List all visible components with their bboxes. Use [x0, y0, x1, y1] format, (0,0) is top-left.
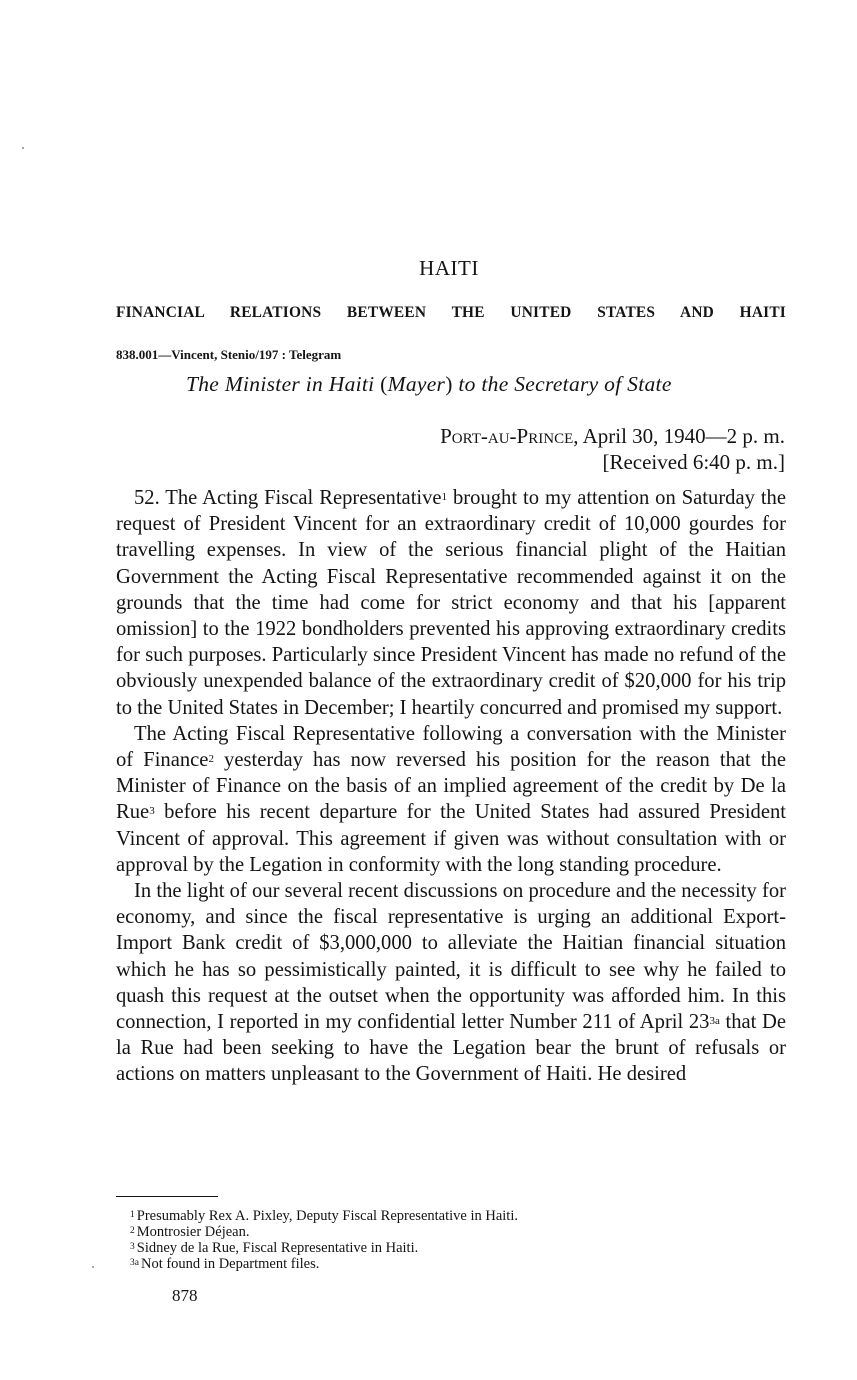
body-text-run: brought to my attention on Saturday the request of President Vincent for an extraordinary credit of 10,000 gourdes for travelling expenses. In view of the serious financial plight of the Haitian Government the Acting Fiscal Representative recommended against it on the grounds that the time had come for strict economy and that his [apparent omission] to the 1922 bondholders prevented his approving extraordinary credits for such purposes. Particularly since President Vincent has made no refund of the obviously unexpended balance of the extraordinary credit of $20,000 for his trip to the United States in December; I heartily concurred and promised my support. [116, 487, 786, 719]
footnote-ref: 3 [149, 805, 155, 818]
footnote [130, 1256, 518, 1272]
doc-title-name: Mayer [387, 372, 446, 396]
footnote-mark: 3a [130, 1258, 139, 1268]
scan-speck [92, 1266, 94, 1268]
document-title [186, 372, 672, 397]
telegram-body [116, 485, 786, 1088]
dateline-place: Port-au-Prince, [440, 424, 579, 448]
doc-title-paren-close: ) [445, 372, 453, 396]
body-text-run: before his recent departure for the United States had assured President Vincent of approval. This agreement if given was without consultation with or approval by the Legation in conformity with the long standing procedure. [116, 801, 786, 876]
footnote-text: Montrosier Déjean. [136, 1224, 250, 1240]
footnote-mark: 3 [130, 1242, 135, 1252]
file-reference: 838.001—Vincent, Stenio/197 : Telegram [116, 347, 342, 362]
body-text-run: yesterday has now reversed his position for the reason that the Minister of Finance on the basis of an implied agreement of the credit by De la Rue [116, 749, 786, 824]
page-number: 878 [172, 1286, 198, 1305]
footnote-mark: 1 [130, 1210, 135, 1220]
footnote [130, 1208, 518, 1224]
footnote-text: Sidney de la Rue, Fiscal Representative in Haiti. [136, 1240, 419, 1256]
footnote-ref: 2 [208, 753, 214, 766]
footnote-text: Not found in Department files. [140, 1256, 320, 1272]
section-title: FINANCIAL RELATIONS BETWEEN THE UNITED STATES AND HAITI [116, 304, 786, 321]
dateline-date-time: April 30, 1940—2 p. m. [578, 424, 785, 448]
dateline-received: [Received 6:40 p. m.] [602, 450, 785, 474]
footnote-ref: 3a [709, 1015, 720, 1028]
body-paragraph [116, 878, 786, 1088]
footnote-mark: 2 [130, 1226, 135, 1236]
footnote [130, 1224, 518, 1240]
body-paragraph [116, 485, 786, 721]
doc-title-tail: to the Secretary of State [452, 372, 672, 396]
body-text-run: The Acting Fiscal Representative following a conversation with the Minister of Finance [116, 722, 786, 772]
footnotes [130, 1208, 518, 1272]
dateline-place-date [440, 423, 785, 449]
doc-title-lead: The Minister in Haiti [186, 372, 381, 396]
body-text-run: 52. The Acting Fiscal Representative [134, 487, 442, 509]
country-heading: HAITI [419, 256, 479, 280]
body-text-run: In the light of our several recent discussions on procedure and the necessity for economy, and since the fiscal representative is urging an additional Export-Import Bank credit of $3,000,000 to alleviate the Haitian financial situation which he has so pessimistically painted, it is difficult to see why he failed to quash this request at the outset when the opportunity was afforded him. In this connection, I reported in my confidential letter Number 211 of April 23 [116, 880, 786, 1034]
footnote-divider [116, 1196, 218, 1197]
body-text-run: that De la Rue had been seeking to have the Legation bear the brunt of refusals or actions on matters unpleasant to the Government of Haiti. He desired [116, 1011, 786, 1086]
footnote [130, 1240, 518, 1256]
body-paragraph [116, 721, 786, 878]
footnote-text: Presumably Rex A. Pixley, Deputy Fiscal Representative in Haiti. [136, 1208, 518, 1224]
doc-title-paren-open: ( [380, 372, 388, 396]
scan-speck [22, 147, 24, 149]
dateline [440, 423, 785, 475]
footnote-ref: 1 [441, 491, 448, 503]
